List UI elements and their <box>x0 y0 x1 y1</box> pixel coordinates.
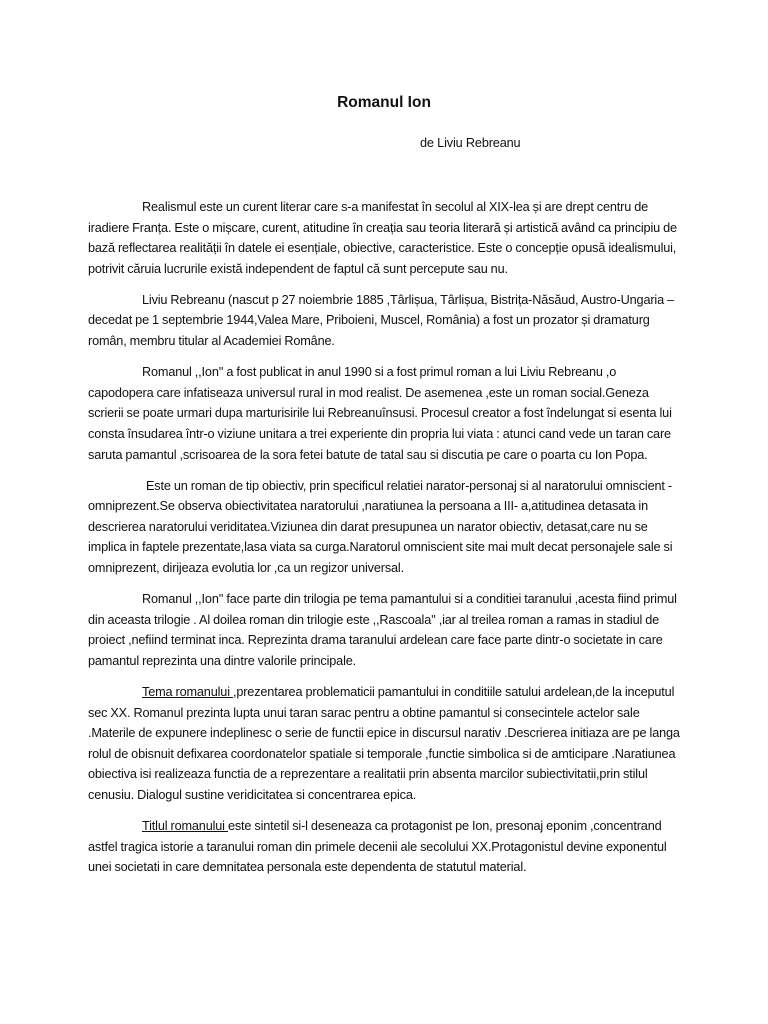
document-body <box>88 197 682 888</box>
paragraph-biography <box>88 290 682 352</box>
paragraph-realism <box>88 197 682 279</box>
paragraph-text: Liviu Rebreanu (nascut p 27 noiembrie 1885 ,Târlișua, Târlișua, Bistrița-Năsăud, Austro-Ungaria – decedat pe 1 septembrie 1944,Valea Mare, Priboieni, Muscel, România) a fost un prozator și dramaturg român, membru titular al Academiei Române. <box>88 292 674 349</box>
theme-heading: Tema romanului <box>142 684 233 699</box>
document-title: Romanul Ion <box>337 94 431 111</box>
paragraph-objective-novel <box>88 476 682 579</box>
paragraph-text: este sintetil si-l deseneaza ca protagonist pe Ion, presonaj eponim ,concentrand astfel tragica istorie a taranului roman din primele decenii ale secolului XX.Protagonistul devine exponentul unei societati in care demnitatea personala este dependenta de statutul material. <box>88 819 667 875</box>
paragraph-text: Este un roman de tip obiectiv, prin specificul relatiei narator-personaj si al naratorului omniscient - omniprezent.Se observa obiectivitatea naratorului ,naratiunea la persoana a III- a,atitudinea detasata in descrierea naratorului veriditatea.Viziunea din darat presupunea un narator obiectiv, detasat,care nu se implica in faptele prezentate,lasa viata sa curga.Naratorul omniscient site mai mult decat personajele sale si omniprezent, dirijeaza evolutia lor ,ca un regizor universal. <box>88 478 673 575</box>
paragraph-publication <box>88 362 682 465</box>
paragraph-text: Romanul ,,Ion'' a fost publicat in anul 1990 si a fost primul roman a lui Liviu Rebreanu ,o capodopera care infatiseaza universul rural in mod realist. De asemenea ,este un roman social.Geneza scrierii se poate urmari dupa marturisirile lui Rebreanuînsusi. Procesul creator a fost îndelungat si esenta lui consta însudarea într-o viziune unitara a trei experiente din propria lui viata : atunci cand vede un taran care saruta pamantul ,scrisoarea de la sora fetei batute de tatal sau si discutia pe care o poarta cu Ion Popa. <box>88 365 672 462</box>
title-heading: Titlul romanului <box>142 819 228 834</box>
paragraph-theme <box>88 682 682 806</box>
paragraph-text: ,prezentarea problematicii pamantului in conditiile satului ardelean,de la inceputul sec XX. Romanul prezinta lupta unui taran sarac pentru a obtine pamantul si consecintele actelor sale .Materile de expunere indeplinesc o serie de functii epice in discursul narativ .Descrierea initiaza are pe langa rolul de obisnuit defixarea coordonatelor spatiale si temporale ,functie simbolica si de amticipare .Naratiunea obiectiva isi realizeaza functia de a reprezentare a realitatii prin absenta marcilor subiectivitatii,prin stilul cenusiu. Dialogul sustine veridicitatea si concentrarea epica. <box>88 684 680 802</box>
author-line: de Liviu Rebreanu <box>420 136 521 150</box>
paragraph-text: Romanul ,,Ion'' face parte din trilogia pe tema pamantului si a conditiei taranului ,acesta fiind primul din aceasta trilogie . Al doilea roman din trilogie este ,,Rascoala'' ,iar al treilea roman a ramas in stadiul de proiect ,nefiind terminat inca. Reprezinta drama taranului ardelean care face parte dintr-o societate in care pamantul reprezinta una dintre valorile principale. <box>88 592 677 668</box>
paragraph-text: Realismul este un curent literar care s-a manifestat în secolul al XIX-lea și are drept centru de iradiere Franța. Este o mișcare, curent, atitudine în creația sau teoria literară și artistică având ca principiu de bază reflectarea realității în datele ei esențiale, obiective, caracteristice. Este o concepție opusă idealismului, potrivit căruia lucrurile există independent de faptul că sunt percepute sau nu. <box>88 200 677 276</box>
paragraph-trilogy <box>88 589 682 671</box>
paragraph-title-meaning <box>88 816 682 878</box>
